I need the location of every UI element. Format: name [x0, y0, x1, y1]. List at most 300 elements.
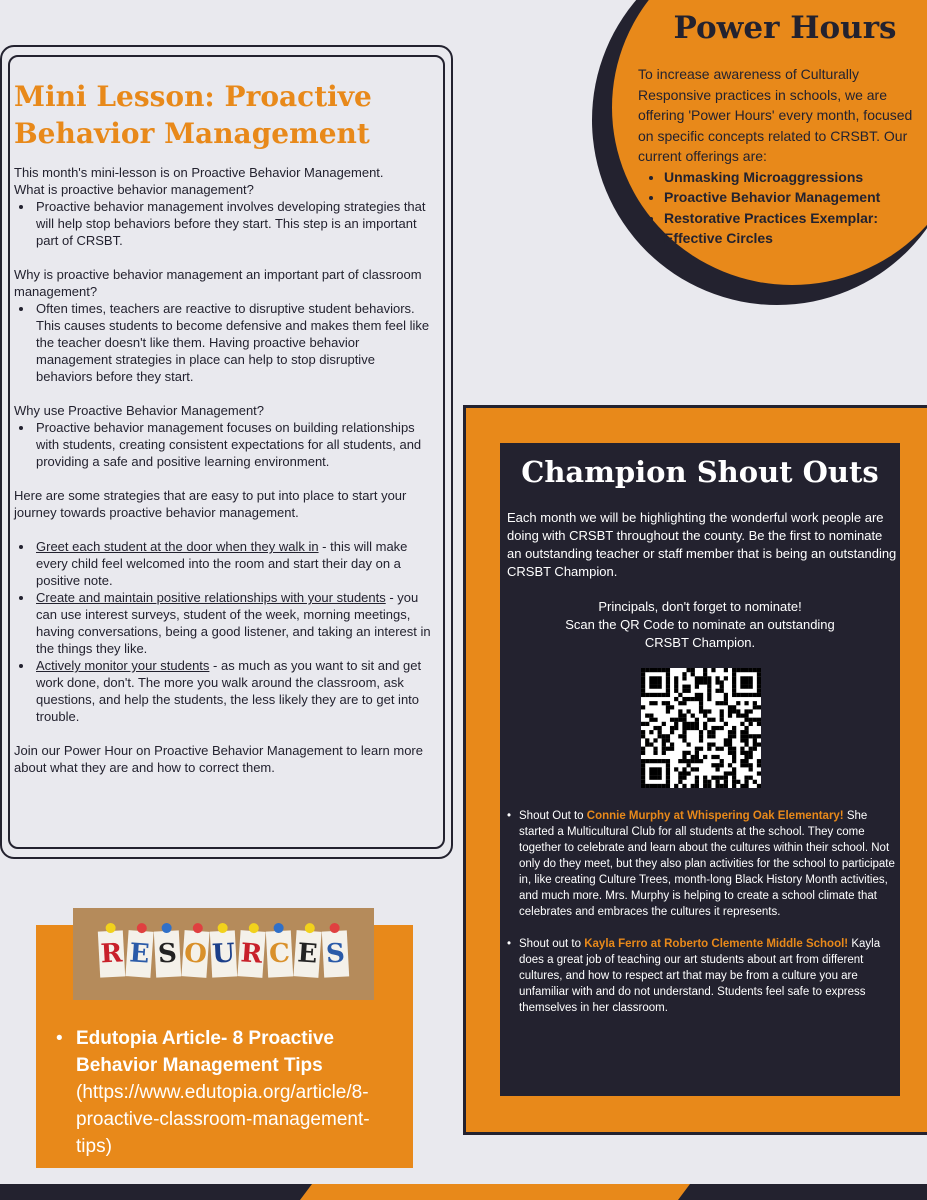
qr-module [691, 668, 695, 672]
qr-module [744, 709, 748, 713]
power-hours-title: Power Hours [673, 10, 897, 46]
letter-tile: S [154, 930, 181, 977]
qr-module [728, 747, 732, 751]
shout-out-item [507, 936, 895, 1016]
qr-module [682, 676, 686, 680]
qr-module [728, 771, 732, 775]
qr-module [662, 784, 666, 788]
qr-module [678, 780, 682, 784]
qr-module [744, 685, 748, 689]
qr-module [757, 676, 761, 680]
shout-name: Connie Murphy at Whispering Oak Elementary! [586, 810, 844, 822]
power-hours-description: To increase awareness of Culturally Responsive practices in schools, we are offering 'Power Hours' every month, focused on specific concepts related to CRSBT. Our current offerings are: [638, 66, 913, 164]
qr-module [740, 668, 744, 672]
qr-module [699, 730, 703, 734]
letter-tile: E [125, 930, 153, 978]
qr-module [699, 734, 703, 738]
qr-module [732, 693, 736, 697]
qr-module [678, 776, 682, 780]
qr-module [670, 747, 674, 751]
qr-module [674, 676, 678, 680]
qr-module [695, 722, 699, 726]
offering-item: • Proactive Behavior Management [664, 187, 923, 208]
qr-module [720, 680, 724, 684]
qr-module [740, 759, 744, 763]
qr-module [666, 738, 670, 742]
qr-module [720, 776, 724, 780]
qr-module [736, 714, 740, 718]
qr-module [744, 784, 748, 788]
power-hours-body [638, 64, 923, 249]
qr-module [653, 738, 657, 742]
qr-module [658, 771, 662, 775]
qr-module [674, 685, 678, 689]
qr-module [728, 738, 732, 742]
qr-module [740, 784, 744, 788]
shout-out-list [507, 808, 895, 1032]
qr-module [687, 759, 691, 763]
champion-panel [500, 443, 900, 1096]
qr-module [641, 676, 645, 680]
qr-module [749, 747, 753, 751]
qr-module [724, 722, 728, 726]
qr-module [699, 709, 703, 713]
qr-module [699, 747, 703, 751]
qr-module [711, 776, 715, 780]
qr-module [641, 771, 645, 775]
qr-module [658, 676, 662, 680]
qr-module [699, 676, 703, 680]
qr-module [653, 759, 657, 763]
strategy-text: - you can use interest surveys, student of the week, morning meetings, having conversations, being a good listener, and taking an interest in the things they like. [36, 590, 431, 656]
qr-module [724, 668, 728, 672]
qr-module [666, 763, 670, 767]
qr-module [753, 738, 757, 742]
qr-module [732, 780, 736, 784]
qr-module [728, 705, 732, 709]
qr-module [682, 751, 686, 755]
qr-module [707, 747, 711, 751]
qr-module [641, 776, 645, 780]
qr-module [653, 718, 657, 722]
qr-module [736, 709, 740, 713]
qr-module [715, 763, 719, 767]
strategy-text: - this will make every child feel welcomed into the room and start their day on a positive note. [36, 539, 408, 588]
qr-module [749, 680, 753, 684]
qr-module [740, 693, 744, 697]
qr-module [666, 776, 670, 780]
qr-module [691, 714, 695, 718]
qr-module [653, 676, 657, 680]
qr-module [653, 784, 657, 788]
qr-module [753, 780, 757, 784]
qr-module [757, 718, 761, 722]
qr-module [707, 780, 711, 784]
qr-module [645, 714, 649, 718]
qr-module [649, 767, 653, 771]
qr-module [753, 734, 757, 738]
qr-module [749, 763, 753, 767]
qr-module [695, 676, 699, 680]
qr-module [682, 718, 686, 722]
qr-module [666, 668, 670, 672]
qr-module [662, 742, 666, 746]
qr-module [695, 784, 699, 788]
qr-module [749, 722, 753, 726]
resource-url[interactable]: (https://www.edutopia.org/article/8-proactive-classroom-management-tips) [76, 1082, 370, 1157]
qr-module [658, 668, 662, 672]
qr-module [732, 759, 736, 763]
qr-module [744, 680, 748, 684]
qr-module [740, 680, 744, 684]
qr-module [744, 714, 748, 718]
qr-module [687, 697, 691, 701]
qr-module [666, 680, 670, 684]
qr-module [649, 771, 653, 775]
qr-module [744, 738, 748, 742]
qr-module [699, 693, 703, 697]
qr-module [649, 693, 653, 697]
qr-module [736, 780, 740, 784]
offering-item: • Unmasking Microaggressions [664, 167, 923, 188]
qr-module [736, 668, 740, 672]
lesson-answer-1: • Proactive behavior management involves developing strategies that will help stop behaviors before they start. This step is an important part of CRSBT. [34, 198, 432, 249]
lesson-answer-2: • Often times, teachers are reactive to disruptive student behaviors. This causes students to become defensive and makes them feel like the teacher doesn't like them. Having proactive behavior management strategies in place can help to stop disruptive behaviors before they start. [34, 300, 432, 385]
qr-module [682, 701, 686, 705]
qr-module [744, 693, 748, 697]
qr-module [724, 780, 728, 784]
qr-module [649, 718, 653, 722]
qr-module [744, 676, 748, 680]
qr-module [757, 705, 761, 709]
qr-module [670, 705, 674, 709]
qr-module [649, 676, 653, 680]
qr-module [641, 784, 645, 788]
qr-module [715, 747, 719, 751]
qr-module [682, 759, 686, 763]
lesson-question-3: Why use Proactive Behavior Management? [14, 403, 265, 418]
qr-module [687, 668, 691, 672]
qr-module [645, 784, 649, 788]
qr-module [662, 701, 666, 705]
lesson-body [14, 164, 432, 776]
qr-module [695, 755, 699, 759]
qr-module [744, 755, 748, 759]
qr-module [720, 763, 724, 767]
qr-module [720, 709, 724, 713]
qr-module [720, 747, 724, 751]
qr-module [682, 771, 686, 775]
qr-module [670, 742, 674, 746]
qr-module [703, 726, 707, 730]
champion-reminder [500, 598, 900, 652]
qr-module [641, 672, 645, 676]
qr-module [707, 734, 711, 738]
qr-module [740, 751, 744, 755]
qr-module [662, 668, 666, 672]
qr-module [695, 718, 699, 722]
qr-module [703, 668, 707, 672]
qr-module [724, 776, 728, 780]
qr-module [707, 689, 711, 693]
qr-module [641, 705, 645, 709]
qr-module [691, 697, 695, 701]
shout-out-item [507, 808, 895, 920]
qr-module [653, 680, 657, 684]
qr-module [666, 689, 670, 693]
qr-module [740, 734, 744, 738]
qr-module [691, 672, 695, 676]
qr-module [732, 672, 736, 676]
qr-module [749, 734, 753, 738]
qr-module [744, 726, 748, 730]
qr-module [695, 780, 699, 784]
qr-module [724, 693, 728, 697]
qr-module [691, 755, 695, 759]
lesson-title: Mini Lesson: Proactive Behavior Management [14, 80, 372, 150]
qr-module [732, 680, 736, 684]
qr-module [749, 668, 753, 672]
qr-module [687, 763, 691, 767]
qr-module [732, 730, 736, 734]
qr-module [691, 759, 695, 763]
qr-module [703, 680, 707, 684]
qr-module [707, 709, 711, 713]
qr-module [653, 771, 657, 775]
qr-module [711, 755, 715, 759]
resources-list [56, 1025, 401, 1160]
qr-module [740, 722, 744, 726]
qr-module [715, 776, 719, 780]
qr-module [641, 680, 645, 684]
qr-module [682, 738, 686, 742]
qr-module [658, 726, 662, 730]
qr-module [666, 780, 670, 784]
qr-module [732, 726, 736, 730]
qr-code[interactable] [641, 668, 761, 788]
qr-module [662, 734, 666, 738]
qr-module [703, 714, 707, 718]
qr-module [695, 767, 699, 771]
qr-module [666, 705, 670, 709]
qr-module [753, 693, 757, 697]
qr-module [757, 722, 761, 726]
strategy-title: Actively monitor your students [36, 658, 210, 673]
qr-module [645, 693, 649, 697]
qr-module [649, 759, 653, 763]
qr-module [711, 742, 715, 746]
pushpin-icon [329, 923, 340, 934]
qr-module [703, 722, 707, 726]
lesson-closing: Join our Power Hour on Proactive Behavior Management to learn more about what they are and how to correct them. [14, 743, 423, 775]
qr-module [666, 709, 670, 713]
qr-module [753, 705, 757, 709]
qr-module [703, 755, 707, 759]
qr-module [649, 668, 653, 672]
qr-module [715, 680, 719, 684]
shout-text: She started a Multicultural Club for all students at the school. They come together to celebrate and learn about the cultures within their school. Not only do they meet, but they also plan activities for the school to participate in, like creating Culture Trees, month-long Black History Month activities, and much more. Mrs. Murphy is helping to create a school climate that celebrates and embraces the cultures it represents. [519, 810, 895, 918]
qr-module [649, 680, 653, 684]
strategy-title: Greet each student at the door when they walk in [36, 539, 319, 554]
qr-module [674, 784, 678, 788]
qr-module [678, 701, 682, 705]
qr-module [674, 722, 678, 726]
qr-module [666, 685, 670, 689]
qr-module [703, 676, 707, 680]
qr-module [703, 776, 707, 780]
qr-module [720, 718, 724, 722]
qr-module [740, 763, 744, 767]
qr-module [744, 668, 748, 672]
qr-module [682, 714, 686, 718]
qr-module [674, 697, 678, 701]
qr-module [649, 701, 653, 705]
qr-module [691, 784, 695, 788]
qr-module [720, 759, 724, 763]
resource-title[interactable]: Edutopia Article- 8 Proactive Behavior Management Tips [76, 1028, 334, 1076]
qr-module [707, 730, 711, 734]
qr-module [653, 693, 657, 697]
shout-prefix: Shout out to [519, 938, 585, 950]
qr-module [724, 701, 728, 705]
qr-module [641, 734, 645, 738]
letter-tile: S [322, 930, 349, 977]
resource-link[interactable] [56, 1025, 401, 1160]
qr-module [707, 697, 711, 701]
lesson-question-2: Why is proactive behavior management an important part of classroom management? [14, 267, 422, 299]
qr-module [753, 747, 757, 751]
pushpin-icon [192, 923, 203, 934]
qr-module [707, 784, 711, 788]
strategies-intro: Here are some strategies that are easy to put into place to start your journey towards proactive behavior management. [14, 488, 407, 520]
qr-module [653, 701, 657, 705]
shout-prefix: Shout Out to [519, 810, 587, 822]
qr-module [732, 755, 736, 759]
qr-module [728, 734, 732, 738]
qr-module [658, 767, 662, 771]
qr-module [695, 726, 699, 730]
qr-module [732, 734, 736, 738]
qr-module [703, 780, 707, 784]
qr-module [695, 776, 699, 780]
qr-module [744, 730, 748, 734]
qr-module [715, 689, 719, 693]
lesson-intro: This month's mini-lesson is on Proactive Behavior Management. [14, 165, 384, 180]
qr-module [641, 693, 645, 697]
strategy-item [34, 538, 432, 589]
qr-module [687, 771, 691, 775]
qr-module [715, 784, 719, 788]
qr-module [695, 759, 699, 763]
qr-module [653, 726, 657, 730]
qr-module [658, 680, 662, 684]
qr-module [749, 767, 753, 771]
strategy-item [34, 589, 432, 657]
qr-module [670, 718, 674, 722]
qr-module [707, 718, 711, 722]
qr-module [732, 685, 736, 689]
qr-module [724, 676, 728, 680]
qr-module [728, 730, 732, 734]
qr-module [653, 668, 657, 672]
qr-module [732, 747, 736, 751]
qr-module [649, 776, 653, 780]
qr-module [744, 780, 748, 784]
offering-item: • Restorative Practices Exemplar: Effective Circles [664, 208, 923, 249]
qr-module [699, 705, 703, 709]
qr-module [695, 693, 699, 697]
qr-module [732, 668, 736, 672]
qr-module [744, 759, 748, 763]
qr-module [645, 759, 649, 763]
qr-module [736, 701, 740, 705]
qr-module [732, 751, 736, 755]
qr-module [682, 685, 686, 689]
qr-module [724, 697, 728, 701]
qr-module [678, 718, 682, 722]
qr-module [687, 685, 691, 689]
qr-module [674, 726, 678, 730]
qr-module [724, 771, 728, 775]
qr-module [649, 784, 653, 788]
qr-module [691, 726, 695, 730]
qr-module [678, 714, 682, 718]
qr-module [757, 680, 761, 684]
qr-module [715, 755, 719, 759]
shout-text: Kayla does a great job of teaching our art students about art from different cultures, and how to respect art that may be from a culture you are unfamiliar with and do not understand. Students feel safe to express themselves in her classroom. [519, 938, 881, 1014]
qr-module [662, 759, 666, 763]
qr-module [715, 726, 719, 730]
qr-module [682, 767, 686, 771]
qr-module [682, 734, 686, 738]
qr-module [653, 747, 657, 751]
qr-module [720, 714, 724, 718]
qr-module [728, 742, 732, 746]
qr-module [732, 689, 736, 693]
qr-module [658, 776, 662, 780]
qr-module [666, 747, 670, 751]
letter-tile: R [98, 930, 125, 977]
strategy-item [34, 657, 432, 725]
qr-module [658, 784, 662, 788]
qr-module [687, 689, 691, 693]
qr-module [658, 759, 662, 763]
qr-module [662, 738, 666, 742]
qr-module [682, 755, 686, 759]
qr-module [687, 726, 691, 730]
qr-module [757, 668, 761, 672]
champion-title: Champion Shout Outs [521, 455, 879, 489]
qr-module [662, 722, 666, 726]
qr-module [715, 701, 719, 705]
qr-module [744, 742, 748, 746]
qr-module [707, 742, 711, 746]
qr-module [645, 722, 649, 726]
pushpin-icon [273, 923, 284, 934]
qr-module [649, 714, 653, 718]
qr-module [749, 755, 753, 759]
qr-module [666, 676, 670, 680]
qr-module [649, 730, 653, 734]
qr-module [732, 676, 736, 680]
qr-module [703, 784, 707, 788]
pushpin-icon [248, 923, 259, 934]
letter-tile: C [266, 930, 293, 977]
resources-image [73, 908, 374, 1000]
qr-module [728, 763, 732, 767]
qr-module [658, 685, 662, 689]
qr-module [653, 776, 657, 780]
